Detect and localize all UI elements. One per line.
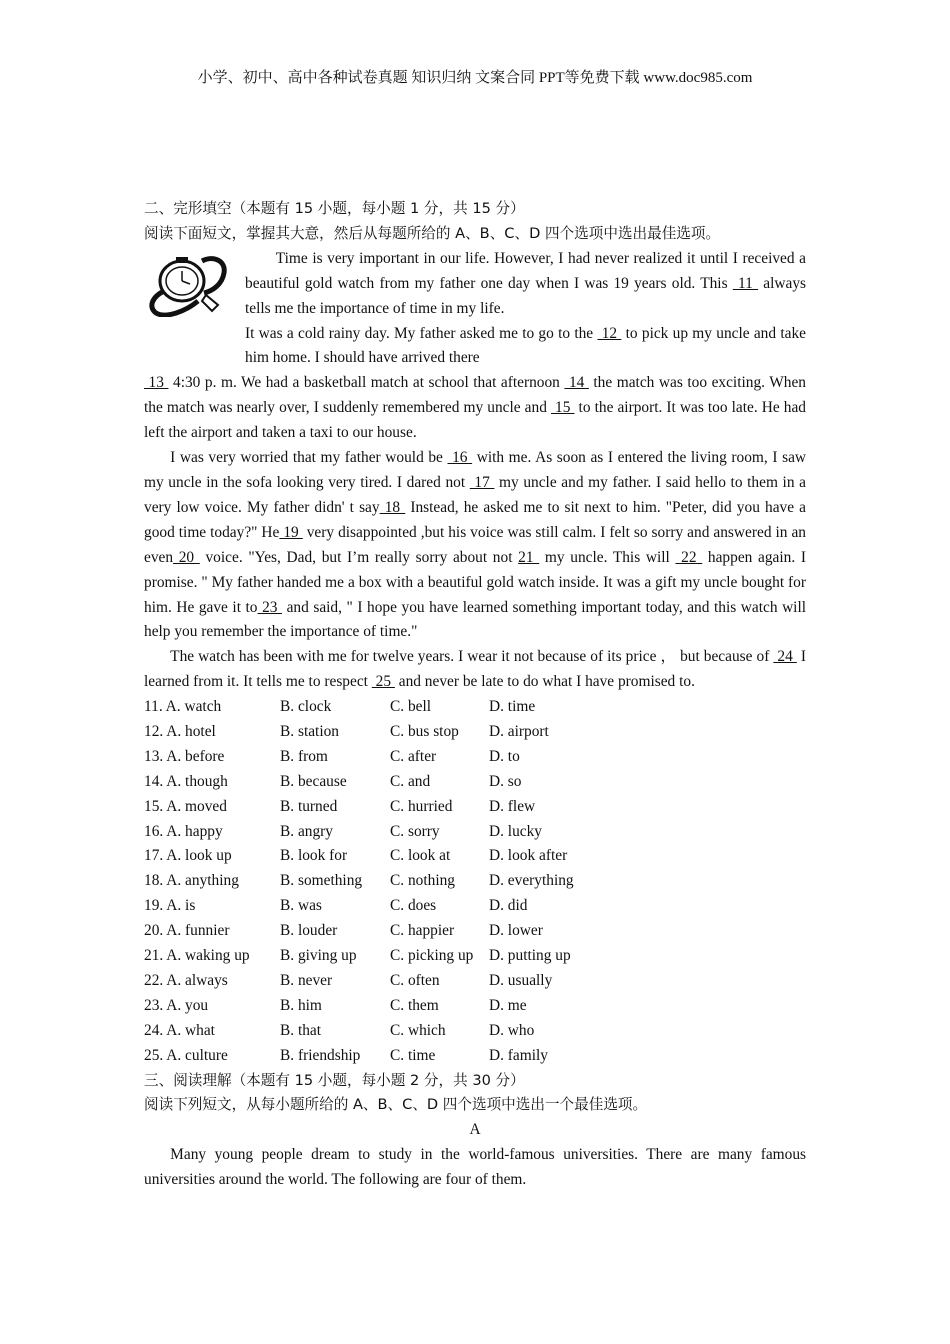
option-a[interactable]: 16. A. happy [144,822,223,840]
passage-intro [144,247,806,372]
paragraph-2-start: It was a cold rainy day. My father asked me to go to the 12 to pick up my uncle and take him home. I should have arrived there [245,324,806,367]
option-b[interactable]: B. giving up [280,947,357,965]
option-d[interactable]: D. to [489,747,520,765]
paragraph-4: The watch has been with me for twelve years. I wear it not because of its price ， but because of 24 I learned from it. It tells me to respect 25 and never be late to do what I have promised to. [144,648,807,691]
option-d[interactable]: D. putting up [489,947,571,965]
option-b[interactable]: B. from [280,747,328,765]
option-a[interactable]: 21. A. waking up [144,947,250,965]
option-d[interactable]: D. did [489,897,528,915]
option-c[interactable]: C. which [390,1021,446,1039]
option-d[interactable]: D. airport [489,723,549,741]
option-row [144,745,806,770]
option-row [144,869,806,894]
option-row [144,969,806,994]
passage-label: A [469,1121,481,1139]
option-a[interactable]: 19. A. is [144,897,196,915]
blank-24[interactable]: 24 [773,648,797,666]
option-row [144,820,806,845]
option-c[interactable]: C. look at [390,847,451,865]
option-a[interactable]: 18. A. anything [144,872,239,890]
blank-19[interactable]: 19 [279,523,303,541]
section2-instruction: 阅读下面短文，掌握其大意，然后从每题所给的 A、B、C、D 四个选项中选出最佳选项。 [144,224,721,242]
option-a[interactable]: 20. A. funnier [144,922,230,940]
option-b[interactable]: B. because [280,772,347,790]
option-c[interactable]: C. does [390,897,437,915]
blank-17[interactable]: 17 [469,473,495,491]
blank-11[interactable]: 11 [732,274,759,292]
option-c[interactable]: C. after [390,747,437,765]
option-b[interactable]: B. look for [280,847,348,865]
paragraph-1: Time is very important in our life. However, I had never realized it until I received a beautiful gold watch from my father one day when I was 19 years old. This 11 always tells me the importance of time in my life. [245,249,806,317]
option-d[interactable]: D. time [489,698,536,716]
option-d[interactable]: D. usually [489,971,553,989]
option-c[interactable]: C. bus stop [390,723,459,741]
paragraph-3: I was very worried that my father would be 16 with me. As soon as I entered the living room, I saw my uncle in the sofa looking very tired. I dared not 17 my uncle and my father. I said hello to them in a very low voice. My father didn' t say 18 Instead, he asked me to sit next to him. "Peter, did you have a good time today?" He 19 very disappointed ,but his voice was still calm. I felt so sorry and answered in an even 20 voice. "Yes, Dad, but I’m really sorry about not 21 my uncle. This will 22 happen again. I promise. " My father handed me a box with a beautiful gold watch inside. It was a gift my uncle bought for him. He gave it to 23 and said, " I hope you have learned something important today, and this watch will help you remember the importance of time." [144,449,807,641]
option-b[interactable]: B. something [280,872,363,890]
option-row [144,795,806,820]
option-row [144,695,806,720]
option-a[interactable]: 12. A. hotel [144,723,216,741]
option-a[interactable]: 13. A. before [144,747,225,765]
option-d[interactable]: D. me [489,996,527,1014]
passage-a-paragraph: Many young people dream to study in the world-famous universities. There are many famous universities around the world. The following are four of them. [144,1146,806,1189]
option-row [144,720,806,745]
option-b[interactable]: B. was [280,897,322,915]
paragraph-2-cont: 13 4:30 p. m. We had a basketball match at school that afternoon 14 the match was too exciting. When the match was nearly over, I suddenly remembered my uncle and 15 to the airport. It was too late. He had left the airport and taken a taxi to our house. [144,374,806,442]
option-d[interactable]: D. look after [489,847,568,865]
option-a[interactable]: 15. A. moved [144,797,227,815]
option-c[interactable]: C. sorry [390,822,440,840]
option-d[interactable]: D. family [489,1046,548,1064]
option-c[interactable]: C. nothing [390,872,455,890]
option-c[interactable]: C. happier [390,922,455,940]
option-d[interactable]: D. who [489,1021,535,1039]
blank-15[interactable]: 15 [550,399,575,417]
option-row [144,994,806,1019]
blank-20[interactable]: 20 [173,548,200,566]
page-header: 小学、初中、高中各种试卷真题 知识归纳 文案合同 PPT等免费下载 www.doc985.com [197,70,753,86]
option-b[interactable]: B. friendship [280,1046,361,1064]
option-row [144,1019,806,1044]
option-c[interactable]: C. them [390,996,439,1014]
option-a[interactable]: 24. A. what [144,1021,215,1039]
blank-18[interactable]: 18 [379,498,406,516]
options-list [144,695,806,1068]
option-c[interactable]: C. often [390,971,440,989]
blank-16[interactable]: 16 [447,449,473,467]
option-d[interactable]: D. flew [489,797,536,815]
option-a[interactable]: 14. A. though [144,772,228,790]
blank-22[interactable]: 22 [675,548,703,566]
option-row [144,844,806,869]
option-c[interactable]: C. hurried [390,797,453,815]
option-c[interactable]: C. time [390,1046,436,1064]
section3-instruction: 阅读下列短文，从每小题所给的 A、B、C、D 四个选项中选出一个最佳选项。 [144,1096,648,1114]
option-b[interactable]: B. him [280,996,322,1014]
option-c[interactable]: C. bell [390,698,432,716]
option-d[interactable]: D. everything [489,872,574,890]
blank-23[interactable]: 23 [257,598,283,616]
option-d[interactable]: D. so [489,772,522,790]
option-b[interactable]: B. never [280,971,333,989]
option-a[interactable]: 22. A. always [144,971,228,989]
option-b[interactable]: B. louder [280,922,338,940]
option-b[interactable]: B. turned [280,797,338,815]
exam-page [144,197,806,1193]
option-c[interactable]: C. picking up [390,947,474,965]
option-b[interactable]: B. station [280,723,339,741]
option-a[interactable]: 11. A. watch [144,698,222,716]
option-row [144,919,806,944]
blank-12[interactable]: 12 [597,324,622,342]
option-a[interactable]: 25. A. culture [144,1046,228,1064]
option-b[interactable]: B. clock [280,698,332,716]
option-d[interactable]: D. lower [489,922,543,940]
option-a[interactable]: 23. A. you [144,996,209,1014]
option-c[interactable]: C. and [390,772,431,790]
option-row [144,1044,806,1069]
option-row [144,894,806,919]
blank-14[interactable]: 14 [564,374,589,392]
option-row [144,944,806,969]
blank-13[interactable]: 13 [144,374,169,392]
section3-title: 三、阅读理解（本题有 15 小题，每小题 2 分，共 30 分） [144,1071,525,1089]
section2-title: 二、完形填空（本题有 15 小题，每小题 1 分，共 15 分） [144,200,525,217]
option-row [144,770,806,795]
option-b[interactable]: B. angry [280,822,334,840]
option-b[interactable]: B. that [280,1021,322,1039]
option-d[interactable]: D. lucky [489,822,543,840]
blank-21[interactable]: 21 [518,548,540,566]
watch-icon [146,251,228,317]
option-a[interactable]: 17. A. look up [144,847,232,865]
blank-25[interactable]: 25 [371,673,395,691]
